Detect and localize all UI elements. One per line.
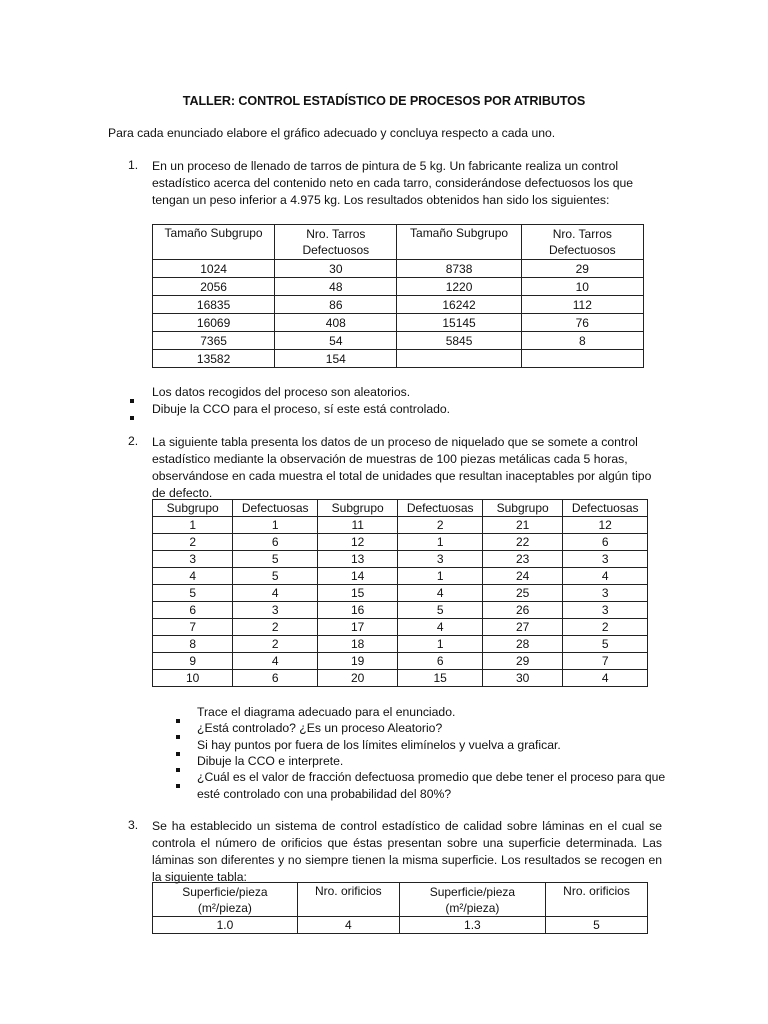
table-cell: 54 — [275, 332, 397, 350]
table-cell: 12 — [563, 517, 648, 534]
q1-table — [152, 224, 644, 368]
q2-text: La siguiente tabla presenta los datos de un proceso de niquelado que se somete a control estadístico mediante la observación de muestras de 100 piezas metálicas cada 5 horas, observándose en cada muestra el total de unidades que resultan inaceptables por algún tipo de defecto. — [152, 435, 652, 500]
table-cell: 9 — [153, 653, 233, 670]
table-cell: 28 — [482, 636, 562, 653]
q3-header-cell: Superficie/pieza (m²/pieza) — [153, 883, 298, 917]
table-cell: 20 — [317, 670, 397, 687]
q2-table-body — [153, 517, 648, 687]
table-cell: 5 — [153, 585, 233, 602]
table-row — [153, 517, 648, 534]
q2-header-cell: Defectuosas — [563, 500, 648, 517]
q3-header-cell: Nro. orificios — [546, 883, 648, 917]
q2-table-header — [153, 500, 648, 517]
q1-header-cell: Tamaño Subgrupo — [153, 225, 275, 260]
table-row — [153, 534, 648, 551]
table-row — [153, 296, 644, 314]
q2-header-cell: Defectuosas — [233, 500, 318, 517]
table-cell: 2056 — [153, 278, 275, 296]
table-cell: 17 — [317, 619, 397, 636]
table-cell: 14 — [317, 568, 397, 585]
table-cell: 4 — [153, 568, 233, 585]
table-cell: 5 — [563, 636, 648, 653]
q1-number: 1. — [128, 158, 139, 172]
table-cell — [521, 350, 643, 368]
table-row — [153, 636, 648, 653]
table-cell: 8 — [521, 332, 643, 350]
q2-header-cell: Subgrupo — [153, 500, 233, 517]
bullet-marker — [176, 777, 180, 791]
table-row — [153, 602, 648, 619]
bullet-marker — [176, 745, 180, 759]
q3-table — [152, 882, 648, 934]
q3-header-cell: Superficie/pieza (m²/pieza) — [399, 883, 545, 917]
table-cell: 1.0 — [153, 917, 298, 934]
q1-bullet: Los datos recogidos del proceso son aleatorios. — [152, 385, 411, 399]
table-cell: 1 — [233, 517, 318, 534]
q2-bullet: Si hay puntos por fuera de los límites elimínelos y vuelva a graficar. — [197, 738, 561, 752]
table-cell: 4 — [563, 568, 648, 585]
table-cell: 6 — [153, 602, 233, 619]
table-cell: 26 — [482, 602, 562, 619]
table-cell: 4 — [297, 917, 399, 934]
table-cell: 5 — [398, 602, 483, 619]
table-cell: 13582 — [153, 350, 275, 368]
table-cell: 5 — [546, 917, 648, 934]
table-cell: 6 — [233, 670, 318, 687]
table-cell: 3 — [398, 551, 483, 568]
q1-header-cell: Tamaño Subgrupo — [397, 225, 521, 260]
table-cell: 5 — [233, 568, 318, 585]
table-cell: 7365 — [153, 332, 275, 350]
table-cell: 48 — [275, 278, 397, 296]
table-cell: 4 — [398, 619, 483, 636]
table-cell: 29 — [482, 653, 562, 670]
table-cell: 1220 — [397, 278, 521, 296]
q3-number: 3. — [128, 818, 139, 832]
q3-text: Se ha establecido un sistema de control estadístico de calidad sobre láminas en el cual se controla el número de orificios que éstas presentan sobre una superficie determinada. Las láminas son diferentes y no siempre tienen la misma superficie. Los resultados se recogen en la siguiente tabla: — [152, 819, 662, 884]
q1-table-header — [153, 225, 644, 260]
table-cell: 1 — [153, 517, 233, 534]
bullet-marker — [130, 392, 134, 406]
table-cell: 16069 — [153, 314, 275, 332]
table-row — [153, 350, 644, 368]
table-cell: 2 — [398, 517, 483, 534]
table-row — [153, 670, 648, 687]
table-cell: 6 — [398, 653, 483, 670]
table-row — [153, 332, 644, 350]
table-cell: 30 — [482, 670, 562, 687]
table-row — [153, 551, 648, 568]
table-row — [153, 653, 648, 670]
q3-table-header — [153, 883, 648, 917]
q1-header-cell: Nro. Tarros Defectuosos — [521, 225, 643, 260]
table-cell: 1 — [398, 534, 483, 551]
table-cell: 408 — [275, 314, 397, 332]
table-cell: 22 — [482, 534, 562, 551]
table-cell: 27 — [482, 619, 562, 636]
table-cell: 2 — [233, 619, 318, 636]
q2-bullet: Dibuje la CCO e interprete. — [197, 754, 344, 768]
table-cell: 5845 — [397, 332, 521, 350]
table-cell: 3 — [153, 551, 233, 568]
table-cell: 1 — [398, 636, 483, 653]
q1-bullet: Dibuje la CCO para el proceso, sí este está controlado. — [152, 402, 451, 416]
table-cell: 4 — [398, 585, 483, 602]
table-cell: 4 — [233, 585, 318, 602]
q1-text: En un proceso de llenado de tarros de pintura de 5 kg. Un fabricante realiza un control estadístico acerca del contenido neto en cada tarro, considerándose defectuosos los que tengan un peso inferior a 4.975 kg. Los resultados obtenidos han sido los siguientes: — [152, 159, 634, 207]
table-cell: 86 — [275, 296, 397, 314]
table-cell: 154 — [275, 350, 397, 368]
table-cell: 15 — [398, 670, 483, 687]
table-cell: 29 — [521, 260, 643, 278]
table-cell: 12 — [317, 534, 397, 551]
q2-number: 2. — [128, 434, 139, 448]
q2-header-cell: Subgrupo — [317, 500, 397, 517]
table-cell: 11 — [317, 517, 397, 534]
q2-bullet: ¿Cuál es el valor de fracción defectuosa promedio que debe tener el proceso para que esté controlado con una probabilidad del 80%? — [197, 770, 666, 801]
intro-text: Para cada enunciado elabore el gráfico adecuado y concluya respecto a cada uno. — [108, 126, 556, 140]
table-cell: 3 — [233, 602, 318, 619]
table-cell: 3 — [563, 551, 648, 568]
table-row — [153, 278, 644, 296]
table-row — [153, 568, 648, 585]
q2-header-cell: Subgrupo — [482, 500, 562, 517]
table-row — [153, 917, 648, 934]
table-cell: 16242 — [397, 296, 521, 314]
table-cell — [397, 350, 521, 368]
table-cell: 2 — [563, 619, 648, 636]
q2-bullet: ¿Está controlado? ¿Es un proceso Aleatorio? — [197, 721, 443, 735]
table-cell: 8 — [153, 636, 233, 653]
document-title: TALLER: CONTROL ESTADÍSTICO DE PROCESOS POR ATRIBUTOS — [182, 94, 586, 108]
table-cell: 30 — [275, 260, 397, 278]
table-cell: 4 — [233, 653, 318, 670]
table-cell: 76 — [521, 314, 643, 332]
q3-header-cell: Nro. orificios — [297, 883, 399, 917]
table-cell: 15 — [317, 585, 397, 602]
table-cell: 19 — [317, 653, 397, 670]
bullet-marker — [176, 728, 180, 742]
table-cell: 15145 — [397, 314, 521, 332]
table-cell: 16835 — [153, 296, 275, 314]
table-row — [153, 314, 644, 332]
table-cell: 25 — [482, 585, 562, 602]
q1-header-cell: Nro. Tarros Defectuosos — [275, 225, 397, 260]
q2-header-cell: Defectuosas — [398, 500, 483, 517]
q2-bullet: Trace el diagrama adecuado para el enunciado. — [197, 705, 456, 719]
table-cell: 13 — [317, 551, 397, 568]
table-cell: 6 — [563, 534, 648, 551]
table-cell: 16 — [317, 602, 397, 619]
table-cell: 2 — [153, 534, 233, 551]
table-cell: 21 — [482, 517, 562, 534]
table-cell: 7 — [153, 619, 233, 636]
table-row — [153, 260, 644, 278]
table-cell: 8738 — [397, 260, 521, 278]
table-row — [153, 619, 648, 636]
table-cell: 10 — [153, 670, 233, 687]
table-cell: 6 — [233, 534, 318, 551]
table-cell: 7 — [563, 653, 648, 670]
bullet-marker — [176, 761, 180, 775]
table-cell: 3 — [563, 585, 648, 602]
table-cell: 1024 — [153, 260, 275, 278]
table-cell: 3 — [563, 602, 648, 619]
table-row — [153, 585, 648, 602]
table-cell: 1 — [398, 568, 483, 585]
q2-table — [152, 499, 648, 687]
bullet-marker — [176, 712, 180, 726]
table-cell: 10 — [521, 278, 643, 296]
table-cell: 18 — [317, 636, 397, 653]
table-cell: 4 — [563, 670, 648, 687]
table-cell: 24 — [482, 568, 562, 585]
table-cell: 2 — [233, 636, 318, 653]
table-cell: 1.3 — [399, 917, 545, 934]
table-cell: 112 — [521, 296, 643, 314]
bullet-marker — [130, 409, 134, 423]
table-cell: 23 — [482, 551, 562, 568]
table-cell: 5 — [233, 551, 318, 568]
